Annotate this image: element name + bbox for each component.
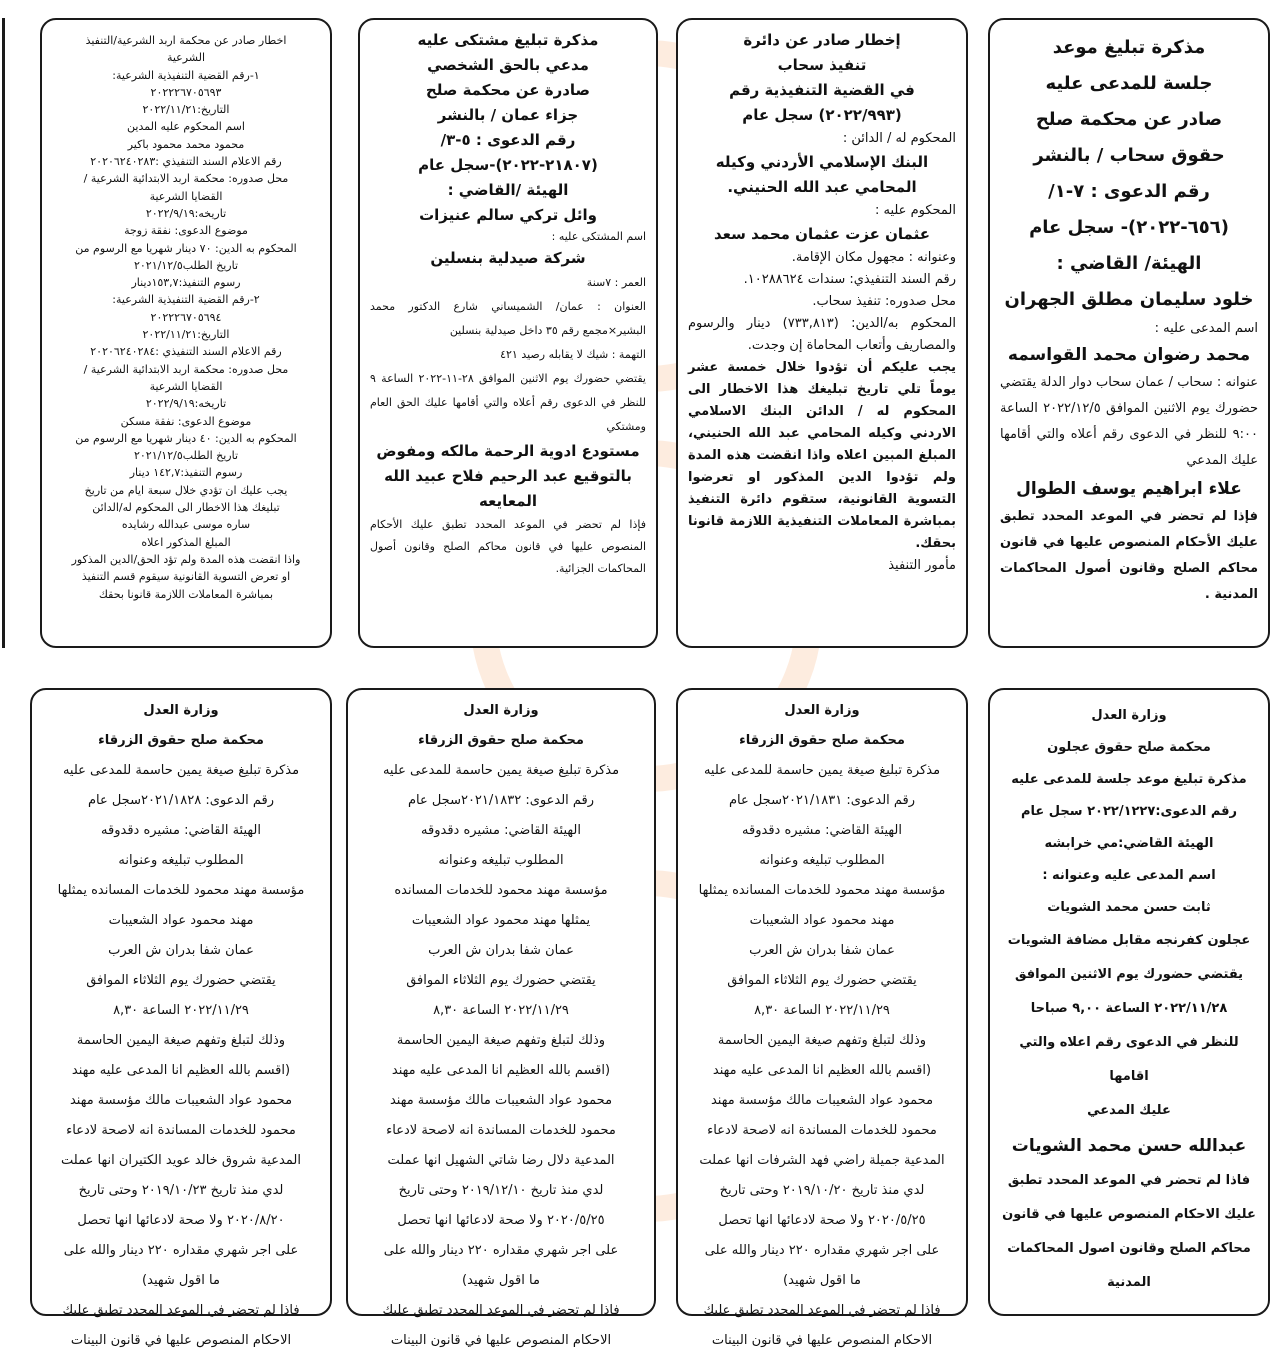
notice-footer: الاحكام المنصوص عليها في قانون البينات (711, 1333, 933, 1348)
creditor-name: البنك الإسلامي الأردني وكيله المحامي عبد الله الحنيني. (715, 153, 929, 196)
notice-title-line: مذكرة تبليغ مشتكى عليه (417, 31, 599, 49)
notice-line: مؤسسة مهند محمود للخدمات المسانده يمثلها (698, 883, 946, 898)
notice-line: على اجر شهري مقداره ٢٢٠ دينار والله على (383, 1243, 619, 1258)
notice-line: صادر عن محكمة صلح (1035, 109, 1223, 130)
notice-line: رقم الاعلام السند التنفيذي :٢٠٢٠٦٢٤٠٢٨٣ (90, 155, 282, 169)
notice-line: محل صدوره: محكمة اربد الابتدائية الشرعية / (83, 362, 289, 376)
notice-line: على اجر شهري مقداره ٢٢٠ دينار والله على (704, 1243, 940, 1258)
notice-execution-sahab (676, 18, 968, 648)
notice-line: (اقسم بالله العظيم انا المدعى عليه مهند (71, 1063, 291, 1078)
judge-label: الهيئة /القاضي : (447, 181, 569, 199)
creditor-label: المحكوم له / الدائن : (842, 131, 956, 146)
notice-line: محمود عواد الشعيبات مالك مؤسسة مهند (389, 1093, 613, 1108)
notice-line: ٢٠٢٠/٥/٢٥ ولا صحة لادعائها انها تحصل (397, 1213, 605, 1228)
notice-footer: فإذا لم تحضر في الموعد المحدد تطبق عليك الأحكام المنصوص عليها في قانون محاكم الصلح وقانون أصول المحاكمات الجزائية. (370, 518, 646, 575)
accused-label: اسم المشتكى عليه : (551, 230, 646, 243)
notice-title-line: إخطار صادر عن دائرة (743, 31, 901, 49)
notice-line: اخطار صادر عن محكمة اربد الشرعية/التنفيذ (85, 34, 287, 47)
notice-line: رسوم التنفيذ:١٥٣,٧دينار (131, 276, 241, 290)
notice-line: ساره موسى عبدالله رشايده (121, 518, 251, 532)
debtor-name: عثمان عزت عثمان محمد سعد (714, 225, 930, 243)
notice-line: لدي منذ تاريخ ٢٠١٩/١٠/٢٣ وحتى تاريخ (78, 1183, 284, 1198)
defendant-address: عجلون كفرنجه مقابل مضافة الشويات (1007, 933, 1251, 948)
notice-footer: عليك الاحكام المنصوص عليها في قانون (1002, 1207, 1256, 1222)
notice-line: ٢٠٢٠/٨/٢٠ ولا صحة لادعائها انها تحصل (77, 1213, 285, 1228)
notice-line: المطلوب تبليغه وعنوانه (438, 853, 564, 868)
notice-line: المحكوم به الدين: ٤٠ دينار شهريا مع الرسوم من (75, 431, 297, 445)
notice-footer: فاذا لم تحضر في الموعد المحدد تطبق عليك (382, 1303, 620, 1318)
notice-footer: فاذا لم تحضر في الموعد المحدد تطبق (1007, 1173, 1251, 1188)
notice-footer: الاحكام المنصوص عليها في قانون البينات (70, 1333, 292, 1348)
notice-line: (اقسم بالله العظيم انا المدعى عليه مهند (712, 1063, 932, 1078)
notice-line: مؤسسة مهند محمود للخدمات المسانده (394, 883, 608, 898)
plaintiff-name: علاء ابراهيم يوسف الطوال (1016, 479, 1242, 499)
debtor-address: وعنوانه : مجهول مكان الإقامة. (791, 250, 956, 265)
ministry-name: وزارة العدل (463, 703, 539, 718)
notice-irbid-sharia (40, 18, 332, 648)
execution-bond: رقم السند التنفيذي: سندات ١٠٢٨٨٦٢٤. (743, 272, 956, 287)
ministry-name: وزارة العدل (1091, 708, 1167, 723)
notice-line: ما اقول شهيد) (783, 1273, 861, 1288)
notice-line: محل صدوره: محكمة اربد الابتدائية الشرعية / (83, 172, 289, 186)
notice-line: واذا انقضت هذه المدة ولم تؤد الحق/الدين المذكور (71, 552, 301, 566)
notice-line: تاريخ الطلب٢٠٢١/١٢/٥ (133, 258, 239, 272)
notice-line: يمثلها مهند محمود عواد الشعيبات (411, 913, 591, 928)
case-number: (٢١٨٠٧-٢٠٢٢)-سجل عام (418, 156, 598, 174)
notice-line: المطلوب تبليغه وعنوانه (118, 853, 244, 868)
notice-line: عمان شفا بدران ش العرب (749, 943, 895, 958)
accused-name: شركة صيدلية بنسلين (430, 249, 586, 267)
notice-oath-zarqa-1828 (30, 688, 332, 1348)
notice-oath-zarqa-1832 (346, 688, 656, 1348)
notice-text-block (52, 32, 320, 603)
notice-footer: فاذا لم تحضر في الموعد المحدد تطبق عليك (62, 1303, 300, 1318)
notice-line: (اقسم بالله العظيم انا المدعى عليه مهند (391, 1063, 611, 1078)
left-edge-rule (2, 18, 5, 648)
notice-line: ٢٠٢٢٢٦٧٠٥٦٩٤ (150, 310, 222, 324)
notice-line: تاريخه:٢٠٢٢/٩/١٩ (145, 397, 227, 411)
notice-line: الشرعية (166, 51, 206, 65)
defendant-name: محمد رضوان محمد القواسمه (1007, 345, 1251, 365)
notice-line: مؤسسة مهند محمود للخدمات المسانده يمثلها (57, 883, 305, 898)
notice-footer: محاكم الصلح وقانون اصول المحاكمات (1007, 1241, 1251, 1256)
case-number: (٦٥٦-٢٠٢٢)- سجل عام (1029, 217, 1229, 238)
notice-line: التاريخ:٢٠٢٢/١١/٢١ (142, 103, 230, 117)
notice-line: ٢٠٢٢/١١/٢٩ الساعة ٨,٣٠ (754, 1003, 890, 1018)
notice-line: ما اقول شهيد) (142, 1273, 220, 1288)
case-number: رقم الدعوى:٢٠٢٢/١٢٢٧ سجل عام (1020, 804, 1238, 819)
ministry-name: وزارة العدل (143, 703, 219, 718)
notice-hearing-ajloun (988, 688, 1270, 1316)
judge-name: الهيئة القاضي: مشيره دقدوقه (101, 823, 261, 838)
notice-footer: فاذا لم تحضر في الموعد المحدد تطبق عليك (703, 1303, 941, 1318)
court-name: محكمة صلح حقوق الزرقاء (98, 733, 264, 748)
judge-name: خلود سليمان مطلق الجهران (1004, 289, 1254, 310)
case-number: رقم الدعوى: ٢٠٢١/١٨٢٨سجل عام (87, 793, 275, 808)
notice-title-line: (٢٠٢٢/٩٩٣) سجل عام (742, 106, 902, 124)
notice-line: مهند محمود عواد الشعيبات (108, 913, 254, 928)
plaintiff-name: عبدالله حسن محمد الشويات (1011, 1136, 1247, 1156)
notice-line: محمود للخدمات المساندة انه لاصحة لادعاء (66, 1123, 296, 1138)
notice-line: مذكرة تبليغ موعد (1052, 37, 1206, 58)
notice-line: رسوم التنفيذ:١٤٢,٧ دينار (129, 466, 243, 480)
signature: مأمور التنفيذ (888, 558, 956, 573)
defendant-label: اسم المدعى عليه : (1154, 321, 1258, 336)
notice-line: وذلك لتبلغ وتفهم صيغة اليمين الحاسمة (717, 1033, 927, 1048)
notice-line: موضوع الدعوى: نفقة زوجة (124, 224, 248, 238)
notice-line: المدعية شروق خالد عويد الكتيران انها عملت (61, 1153, 301, 1168)
defendant-name: ثابت حسن محمد الشويات (1047, 900, 1211, 915)
court-name: محكمة صلح حقوق عجلون (1047, 740, 1211, 755)
judgment-amount: المحكوم به/الدين: (٧٣٣,٨١٣) دينار والرسوم والمصاريف وأتعاب المحاماة إن وجدت. (688, 316, 956, 353)
case-number: رقم الدعوى: ٢٠٢١/١٨٣٢سجل عام (407, 793, 595, 808)
notice-hearing-sahab (988, 18, 1270, 648)
execution-source: محل صدوره: تنفيذ سحاب. (812, 294, 956, 309)
notice-line: القضايا الشرعية (149, 189, 223, 203)
notice-line: يقتضي حضورك يوم الثلاثاء الموافق (727, 973, 917, 988)
charge: التهمة : شيك لا يقابله رصيد ٤٢١ (500, 348, 646, 361)
notice-line: يقتضي حضورك يوم الثلاثاء الموافق (86, 973, 276, 988)
judge-name: وائل تركي سالم عنيزات (419, 206, 597, 224)
judge-label: الهيئة/ القاضي : (1056, 253, 1202, 274)
notice-line: ٢٠٢٢/١١/٢٩ الساعة ٨,٣٠ (433, 1003, 569, 1018)
notice-title-line: تنفيذ سحاب (777, 56, 867, 74)
notice-title-line: في القضية التنفيذية رقم (729, 81, 915, 99)
notice-criminal-amman (358, 18, 658, 648)
notice-body: عنوانه : سحاب / عمان سحاب دوار الدلة يقتضي حضورك يوم الاثنين الموافق ٢٠٢٢/١٢/٥ الساعة ٩:٠٠ للنظر في الدعوى رقم أعلاه والتي أقامها عليك المدعي (1000, 375, 1258, 468)
notice-line: بمباشرة المعاملات اللازمة قانونا بحقك (98, 587, 274, 601)
notice-line: وذلك لتبلغ وتفهم صيغة اليمين الحاسمة (396, 1033, 606, 1048)
notice-body: للنظر في الدعوى رقم اعلاه والتي اقامها (1019, 1035, 1239, 1084)
notice-line: التاريخ:٢٠٢٢/١١/٢١ (142, 328, 230, 342)
judge-name: الهيئة القاضي:مي خرابشه (1044, 836, 1214, 851)
case-number: رقم الدعوى : ٥-٣/ (440, 131, 576, 149)
notice-line: ٢-رقم القضية التنفيذية الشرعية: (112, 293, 260, 307)
hearing-day: يقتضي حضورك يوم الاثنين الموافق (1014, 967, 1244, 982)
notice-line: محمود عواد الشعيبات مالك مؤسسة مهند (710, 1093, 934, 1108)
notice-type: مذكرة تبليغ صيغة يمين حاسمة للمدعى عليه (382, 763, 620, 778)
complainant-name: مستودع ادوية الرحمة مالكه ومفوض بالتوقيع عبد الرحيم فلاح عبيد الله المعايعه (376, 442, 640, 510)
notice-line: محمود للخدمات المساندة انه لاصحة لادعاء (386, 1123, 616, 1138)
notice-body: يجب عليكم أن تؤدوا خلال خمسة عشر يوماً تلي تاريخ تبليغك هذا الاخطار الى المحكوم له / الدائن البنك الاسلامي الاردني وكيله المحامي عبد الله الحنيني، المبلغ المبين اعلاه واذا انقضت هذه المدة ولم تؤدوا الدين المذكور او تعرضوا التسوية القانونية، ستقوم دائرة التنفيذ بمباشرة المعاملات التنفيذية اللازمة قانونا بحقك. (688, 360, 956, 551)
notice-line: ما اقول شهيد) (462, 1273, 540, 1288)
notice-type: مذكرة تبليغ موعد جلسة للمدعى عليه (1011, 772, 1247, 787)
defendant-label: اسم المدعى عليه وعنوانه : (1042, 868, 1216, 883)
notice-line: عمان شفا بدران ش العرب (428, 943, 574, 958)
notice-line: يقتضي حضورك يوم الثلاثاء الموافق (406, 973, 596, 988)
notice-line: او تعرض التسوية القانونية سيقوم قسم التنفيذ (81, 570, 291, 584)
notice-line: محمود محمد محمود باكير (127, 137, 245, 151)
notice-line: ١-رقم القضية التنفيذية الشرعية: (112, 68, 260, 82)
court-name: محكمة صلح حقوق الزرقاء (418, 733, 584, 748)
court-name: محكمة صلح حقوق الزرقاء (739, 733, 905, 748)
notice-footer: المدنية (1107, 1275, 1151, 1290)
hearing-date: ٢٠٢٢/١١/٢٨ الساعة ٩,٠٠ صباحا (1030, 1001, 1228, 1016)
notice-line: عمان شفا بدران ش العرب (108, 943, 254, 958)
notice-line: وذلك لتبلغ وتفهم صيغة اليمين الحاسمة (76, 1033, 286, 1048)
notice-line: تاريخه:٢٠٢٢/٩/١٩ (145, 206, 227, 220)
notice-line: تبليغك هذا الاخطار الى المحكوم له/الدائن (92, 501, 280, 515)
notice-line: محمود للخدمات المساندة انه لاصحة لادعاء (707, 1123, 937, 1138)
notice-title-line: جزاء عمان / بالنشر (437, 106, 579, 124)
notice-line: ٢٠٢٢/١١/٢٩ الساعة ٨,٣٠ (113, 1003, 249, 1018)
notice-body: يقتضي حضورك يوم الاثنين الموافق ٢٨-١١-٢٠٢٢ الساعة ٩ للنظر في الدعوى رقم أعلاه والتي أقامها عليك الحق العام ومشتكي (370, 372, 646, 433)
notice-line: مهند محمود عواد الشعيبات (749, 913, 895, 928)
accused-age: العمر : ٧سنة (586, 276, 646, 289)
notice-line: القضايا الشرعية (149, 379, 223, 393)
notice-title-line: صادرة عن محكمة صلح (425, 81, 591, 99)
notice-line: جلسة للمدعى عليه (1045, 73, 1213, 94)
case-number: رقم الدعوى: ٢٠٢١/١٨٣١سجل عام (728, 793, 916, 808)
ministry-name: وزارة العدل (784, 703, 860, 718)
notice-line: موضوع الدعوى: نفقة مسكن (120, 414, 252, 428)
notice-line: رقم الاعلام السند التنفيذي :٢٠٢٠٦٢٤٠٢٨٤ (90, 345, 282, 359)
notice-title-line: مدعي بالحق الشخصي (427, 56, 589, 74)
notice-oath-zarqa-1831 (676, 688, 968, 1348)
notice-footer: الاحكام المنصوص عليها في قانون البينات (390, 1333, 612, 1348)
case-number: رقم الدعوى : ٧-١/ (1048, 181, 1210, 202)
notice-line: محمود عواد الشعيبات مالك مؤسسة مهند (69, 1093, 293, 1108)
notice-line: لدي منذ تاريخ ٢٠١٩/١٠/٢٠ وحتى تاريخ (719, 1183, 925, 1198)
notice-line: ٢٠٢٠/٥/٢٥ ولا صحة لادعائها انها تحصل (718, 1213, 926, 1228)
notice-line: لدي منذ تاريخ ٢٠١٩/١٢/١٠ وحتى تاريخ (398, 1183, 604, 1198)
accused-address: العنوان : عمان/ الشميساني شارع الدكتور محمد البشير×مجمع رقم ٣٥ داخل صيدلية بنسلين (370, 300, 646, 337)
notice-line: المحكوم به الدين: ٧٠ دينار شهريا مع الرسوم من (75, 241, 297, 255)
judge-name: الهيئة القاضي: مشيره دقدوقه (421, 823, 581, 838)
notice-footer: فإذا لم تحضر في الموعد المحدد تطبق عليك الأحكام المنصوص عليها في قانون محاكم الصلح وقانون أصول المحاكمات المدنية . (1000, 509, 1258, 602)
notice-line: المطلوب تبليغه وعنوانه (759, 853, 885, 868)
notice-line: تاريخ الطلب٢٠٢١/١٢/٥ (133, 449, 239, 463)
notice-line: اسم المحكوم عليه المدين (127, 120, 245, 134)
notice-line: على اجر شهري مقداره ٢٢٠ دينار والله على (63, 1243, 299, 1258)
debtor-label: المحكوم عليه : (874, 203, 956, 218)
notice-type: مذكرة تبليغ صيغة يمين حاسمة للمدعى عليه (703, 763, 941, 778)
notice-line: المدعية دلال رضا شاتي الشهيل انها عملت (387, 1153, 615, 1168)
notice-type: مذكرة تبليغ صيغة يمين حاسمة للمدعى عليه (62, 763, 300, 778)
notice-body: عليك المدعي (1087, 1103, 1171, 1118)
notice-line: المبلغ المذكور اعلاه (141, 535, 231, 549)
notice-line: المدعية جميلة راضي فهد الشرفات انها عملت (699, 1153, 945, 1168)
notice-line: حقوق سحاب / بالنشر (1033, 145, 1225, 166)
judge-name: الهيئة القاضي: مشيره دقدوقه (742, 823, 902, 838)
notice-line: ٢٠٢٢٢٦٧٠٥٦٩٣ (150, 85, 222, 99)
notice-line: يجب عليك ان تؤدي خلال سبعة ايام من تاريخ (84, 483, 288, 497)
